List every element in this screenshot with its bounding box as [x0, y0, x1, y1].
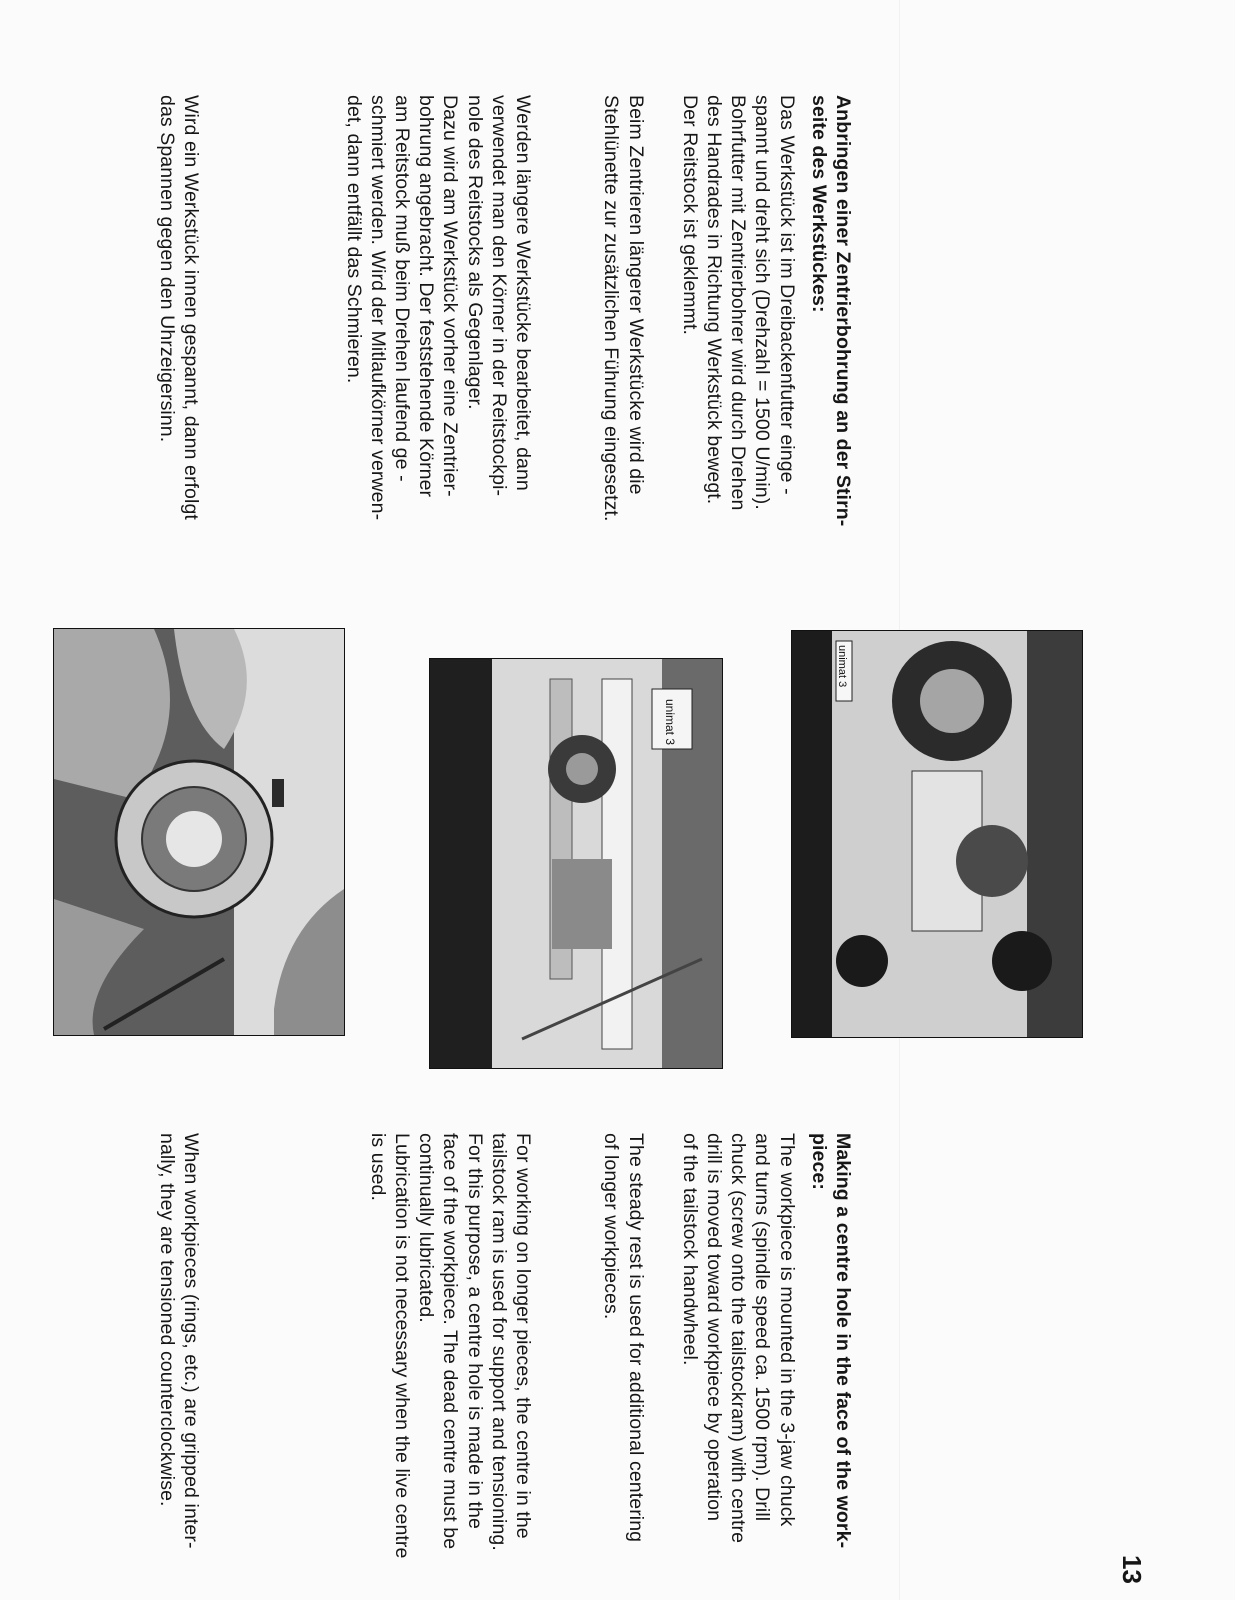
- lathe-drill-chuck-photo-icon: [791, 630, 1083, 1038]
- english-block-1: When workpieces (rings, etc.) are gripped inter- nally, they are tensioned counterclockwise.: [155, 1133, 202, 1549]
- english-block-3-body: The workpiece is mounted in the 3-jaw chuck and turns (spindle speed ca. 1500 rpm). Drill chuck (screw onto the tailstockram) with centre drill is moved toward workpiece by operation of the tailstock handwheel.: [678, 1133, 798, 1544]
- english-block-2: For working on longer pieces, the centre in the tailstock ram is used for support and tensioning. For this purpose, a centre hole is made in the face of the workpiece. The dead centre must be continually lubricated. Lubrication is not necessary when the live centre is used.: [366, 1133, 534, 1559]
- english-block-3-heading: Making a centre hole in the face of the work- piece:: [807, 1133, 854, 1549]
- english-text-row-3: [599, 1133, 855, 1600]
- photo2-label: unimat 3: [663, 699, 677, 746]
- english-text-row-1: [155, 1133, 203, 1588]
- german-text-row-3: [599, 95, 855, 655]
- english-block-4: The steady rest is used for additional centering of longer workpieces.: [600, 1133, 647, 1543]
- german-block-3-body: Das Werkstück ist im Dreibackenfutter einge - spannt und dreht sich (Drehzahl = 1500 U/min). Bohrfutter mit Zentrierbohrer wird durch Drehen des Handrades in Richtung Werkstück bewegt. Der Reitstock ist geklemmt.: [678, 95, 798, 511]
- chuck-hand-photo-icon: [53, 628, 345, 1036]
- page-number: 13: [1117, 1555, 1147, 1584]
- german-block-1: Wird ein Werkstück innen gespannt, dann erfolgt das Spannen gegen den Uhrzeigersinn.: [155, 95, 202, 520]
- german-block-4: Beim Zentrieren längerer Werkstücke wird die Stehlünette zur zusätzlichen Führung eingesetzt.: [600, 95, 647, 522]
- lathe-tailstock-photo-icon: [429, 658, 723, 1069]
- german-block-2: Werden längere Werkstücke bearbeitet, dann verwendet man den Körner in der Reitstockpi- nole des Reitstocks als Gegenlager. Dazu wird am Werkstück vorher eine Zentrier- bohrung angebracht. Der feststehende Körner am Reitstock muß beim Drehen laufend ge - schmiert werden. Wird der Mitlaufkörner verwen- det, dann entfällt das Schmieren.: [342, 95, 534, 521]
- english-text-row-2: [366, 1133, 535, 1600]
- german-block-3-heading: Anbringen einer Zentrierbohrung an der Stirn- seite des Werkstückes:: [807, 95, 854, 527]
- german-text-row-2: [341, 95, 535, 655]
- german-text-row-1: [155, 95, 203, 550]
- photo3-label: unimat 3: [836, 645, 848, 688]
